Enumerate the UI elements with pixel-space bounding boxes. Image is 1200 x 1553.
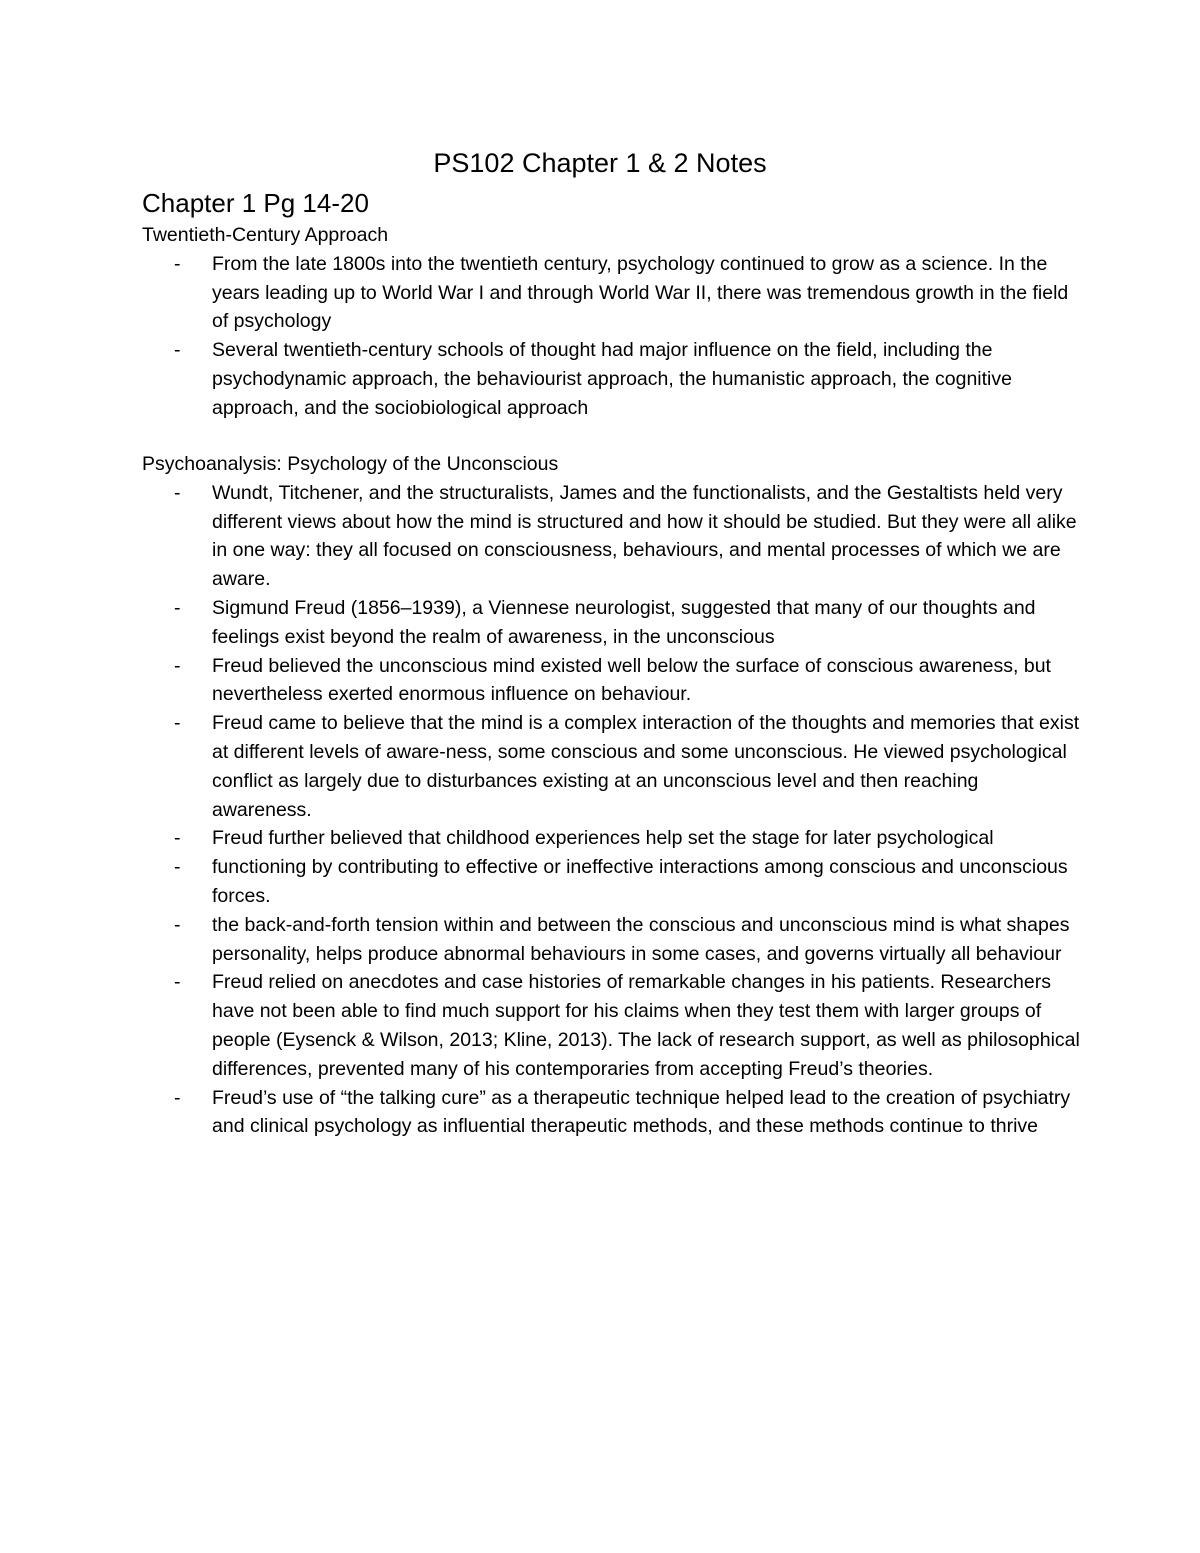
- bullet-item: [142, 968, 1082, 1083]
- bullet-text: Several twentieth-century schools of thought had major influence on the field, including the psychodynamic approach, the behaviourist approach, the humanistic approach, the cognitive approach, and the sociobiological approach: [212, 339, 1012, 419]
- bullet-list: [142, 479, 1082, 1141]
- bullet-dash: -: [174, 712, 181, 735]
- section-heading: Twentieth-Century Approach: [142, 224, 389, 246]
- bullet-text: Wundt, Titchener, and the structuralists, James and the functionalists, and the Gestaltists held very different views about how the mind is structured and how it should be studied. But they were all alike in one way: they all focused on consciousness, behaviours, and mental processes of which we are aware.: [212, 481, 1077, 591]
- bullet-text: Freud further believed that childhood experiences help set the stage for later psychological: [212, 827, 994, 850]
- chapter-heading: Chapter 1 Pg 14-20: [142, 188, 369, 218]
- section-psychoanalysis: [142, 450, 1082, 1141]
- bullet-text: Freud came to believe that the mind is a complex interaction of the thoughts and memories that exist at different levels of aware-ness, some conscious and some unconscious. He viewed psychological conflict as largely due to disturbances existing at an unconscious level and then reaching awareness.: [212, 712, 1080, 821]
- bullet-text: Freud relied on anecdotes and case histories of remarkable changes in his patients. Researchers have not been able to find much support for his claims when they test them with larger groups of people (Eysenck & Wilson, 2013; Kline, 2013). The lack of research support, as well as philosophical differences, prevented many of his contemporaries from accepting Freud’s theories.: [212, 971, 1080, 1080]
- bullet-dash: -: [174, 827, 181, 850]
- bullet-dash: -: [174, 1086, 181, 1109]
- bullet-text: the back-and-forth tension within and between the conscious and unconscious mind is what shapes personality, helps produce abnormal behaviours in some cases, and governs virtually all behaviour: [212, 913, 1070, 965]
- bullet-dash: -: [174, 596, 181, 619]
- bullet-text: Freud’s use of “the talking cure” as a therapeutic technique helped lead to the creation of psychiatry and clinical psychology as influential therapeutic methods, and these methods continue to thrive: [212, 1086, 1071, 1138]
- bullet-item: [142, 652, 1082, 710]
- bullet-dash: -: [174, 913, 181, 936]
- section-twentieth-century-approach: [142, 221, 1082, 423]
- bullet-item: [142, 479, 1082, 594]
- bullet-dash: -: [174, 252, 181, 275]
- bullet-text: Sigmund Freud (1856–1939), a Viennese neurologist, suggested that many of our thoughts and feelings exist beyond the realm of awareness, in the unconscious: [212, 596, 1036, 648]
- bullet-dash: -: [174, 654, 181, 677]
- document-title: PS102 Chapter 1 & 2 Notes: [433, 148, 767, 178]
- bullet-item: [142, 1084, 1082, 1142]
- bullet-text: functioning by contributing to effective or ineffective interactions among conscious and unconscious forces.: [212, 856, 1068, 907]
- bullet-item: [142, 853, 1082, 911]
- bullet-dash: -: [174, 856, 181, 879]
- bullet-item: [142, 594, 1082, 652]
- bullet-item: [142, 824, 1082, 853]
- bullet-item: [142, 336, 1082, 422]
- bullet-item: [142, 250, 1082, 336]
- bullet-text: From the late 1800s into the twentieth century, psychology continued to grow as a science. In the years leading up to World War I and through World War II, there was tremendous growth in the field of psychology: [212, 252, 1069, 333]
- section-heading: Psychoanalysis: Psychology of the Unconscious: [142, 453, 559, 475]
- bullet-dash: -: [174, 339, 181, 362]
- bullet-text: Freud believed the unconscious mind existed well below the surface of conscious awareness, but nevertheless exerted enormous influence on behaviour.: [212, 654, 1051, 706]
- bullet-item: [142, 911, 1082, 969]
- bullet-list: [142, 250, 1082, 423]
- bullet-dash: -: [174, 971, 181, 994]
- bullet-item: [142, 709, 1082, 824]
- bullet-dash: -: [174, 481, 181, 504]
